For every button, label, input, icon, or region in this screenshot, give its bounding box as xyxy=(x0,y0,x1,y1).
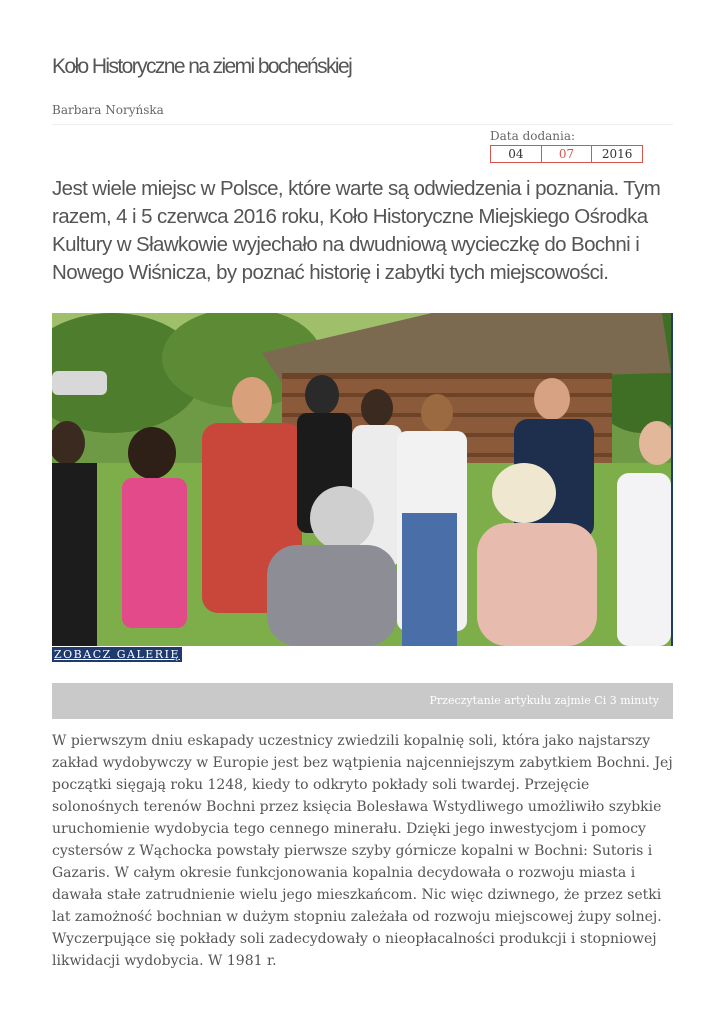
date-day: 04 xyxy=(491,146,542,162)
publish-date xyxy=(490,145,643,163)
reading-time-bar xyxy=(52,683,673,719)
date-month: 07 xyxy=(542,146,593,162)
article-photo[interactable] xyxy=(52,313,673,646)
reading-time-text: Przeczytanie artykułu zajmie Ci 3 minuty xyxy=(429,694,659,707)
date-year: 2016 xyxy=(601,147,633,161)
article-title: Koło Historyczne na ziemi bocheńskiej xyxy=(52,55,352,78)
group-photo-illustration xyxy=(52,313,671,646)
article-lead: Jest wiele miejsc w Polsce, które warte są odwiedzenia i poznania. Tym razem, 4 i 5 czerwca 2016 roku, Koło Historyczne Miejskiego Ośrodka Kultury w Sławkowie wyjechało na dwudniową wycieczkę do Bochni i Nowego Wiśnicza, by poznać historię i zabytki tych miejscowości. xyxy=(52,177,661,284)
date-label: Data dodania: xyxy=(490,129,576,143)
gallery-link[interactable]: ZOBACZ GALERIĘ xyxy=(54,648,180,661)
article-body: W pierwszym dniu eskapady uczestnicy zwiedzili kopalnię soli, która jako najstarszy zakład wydobywczy w Europie jest bez wątpienia najcenniejszym zabytkiem Bochni. Jej początki sięgają roku 1248, kiedy to odkryto pokłady soli twardej. Przejęcie solonośnych terenów Bochni przez księcia Bolesława Wstydliwego umożliwiło szybkie uruchomienie wydobycia tego cennego minerału. Dzięki jego inwestycjom i pomocy cystersów z Wąchocka powstały pierwsze szyby górnicze kopalni w Bochni: Sutoris i Gazaris. W całym okresie funkcjonowania kopalnia decydowała o rozwoju miasta i dawała stałe zatrudnienie wielu jego mieszkańcom. Nic więc dziwnego, że przez setki lat zamożność bochnian w dużym stopniu zależała od rozwoju miejscowej żupy solnej. Wyczerpujące się pokłady soli zadecydowały o nieopłacalności produkcji i stopniowej likwidacji wydobycia. W 1981 r. xyxy=(52,733,673,969)
divider xyxy=(52,124,673,125)
article-author[interactable]: Barbara Noryńska xyxy=(52,103,164,117)
